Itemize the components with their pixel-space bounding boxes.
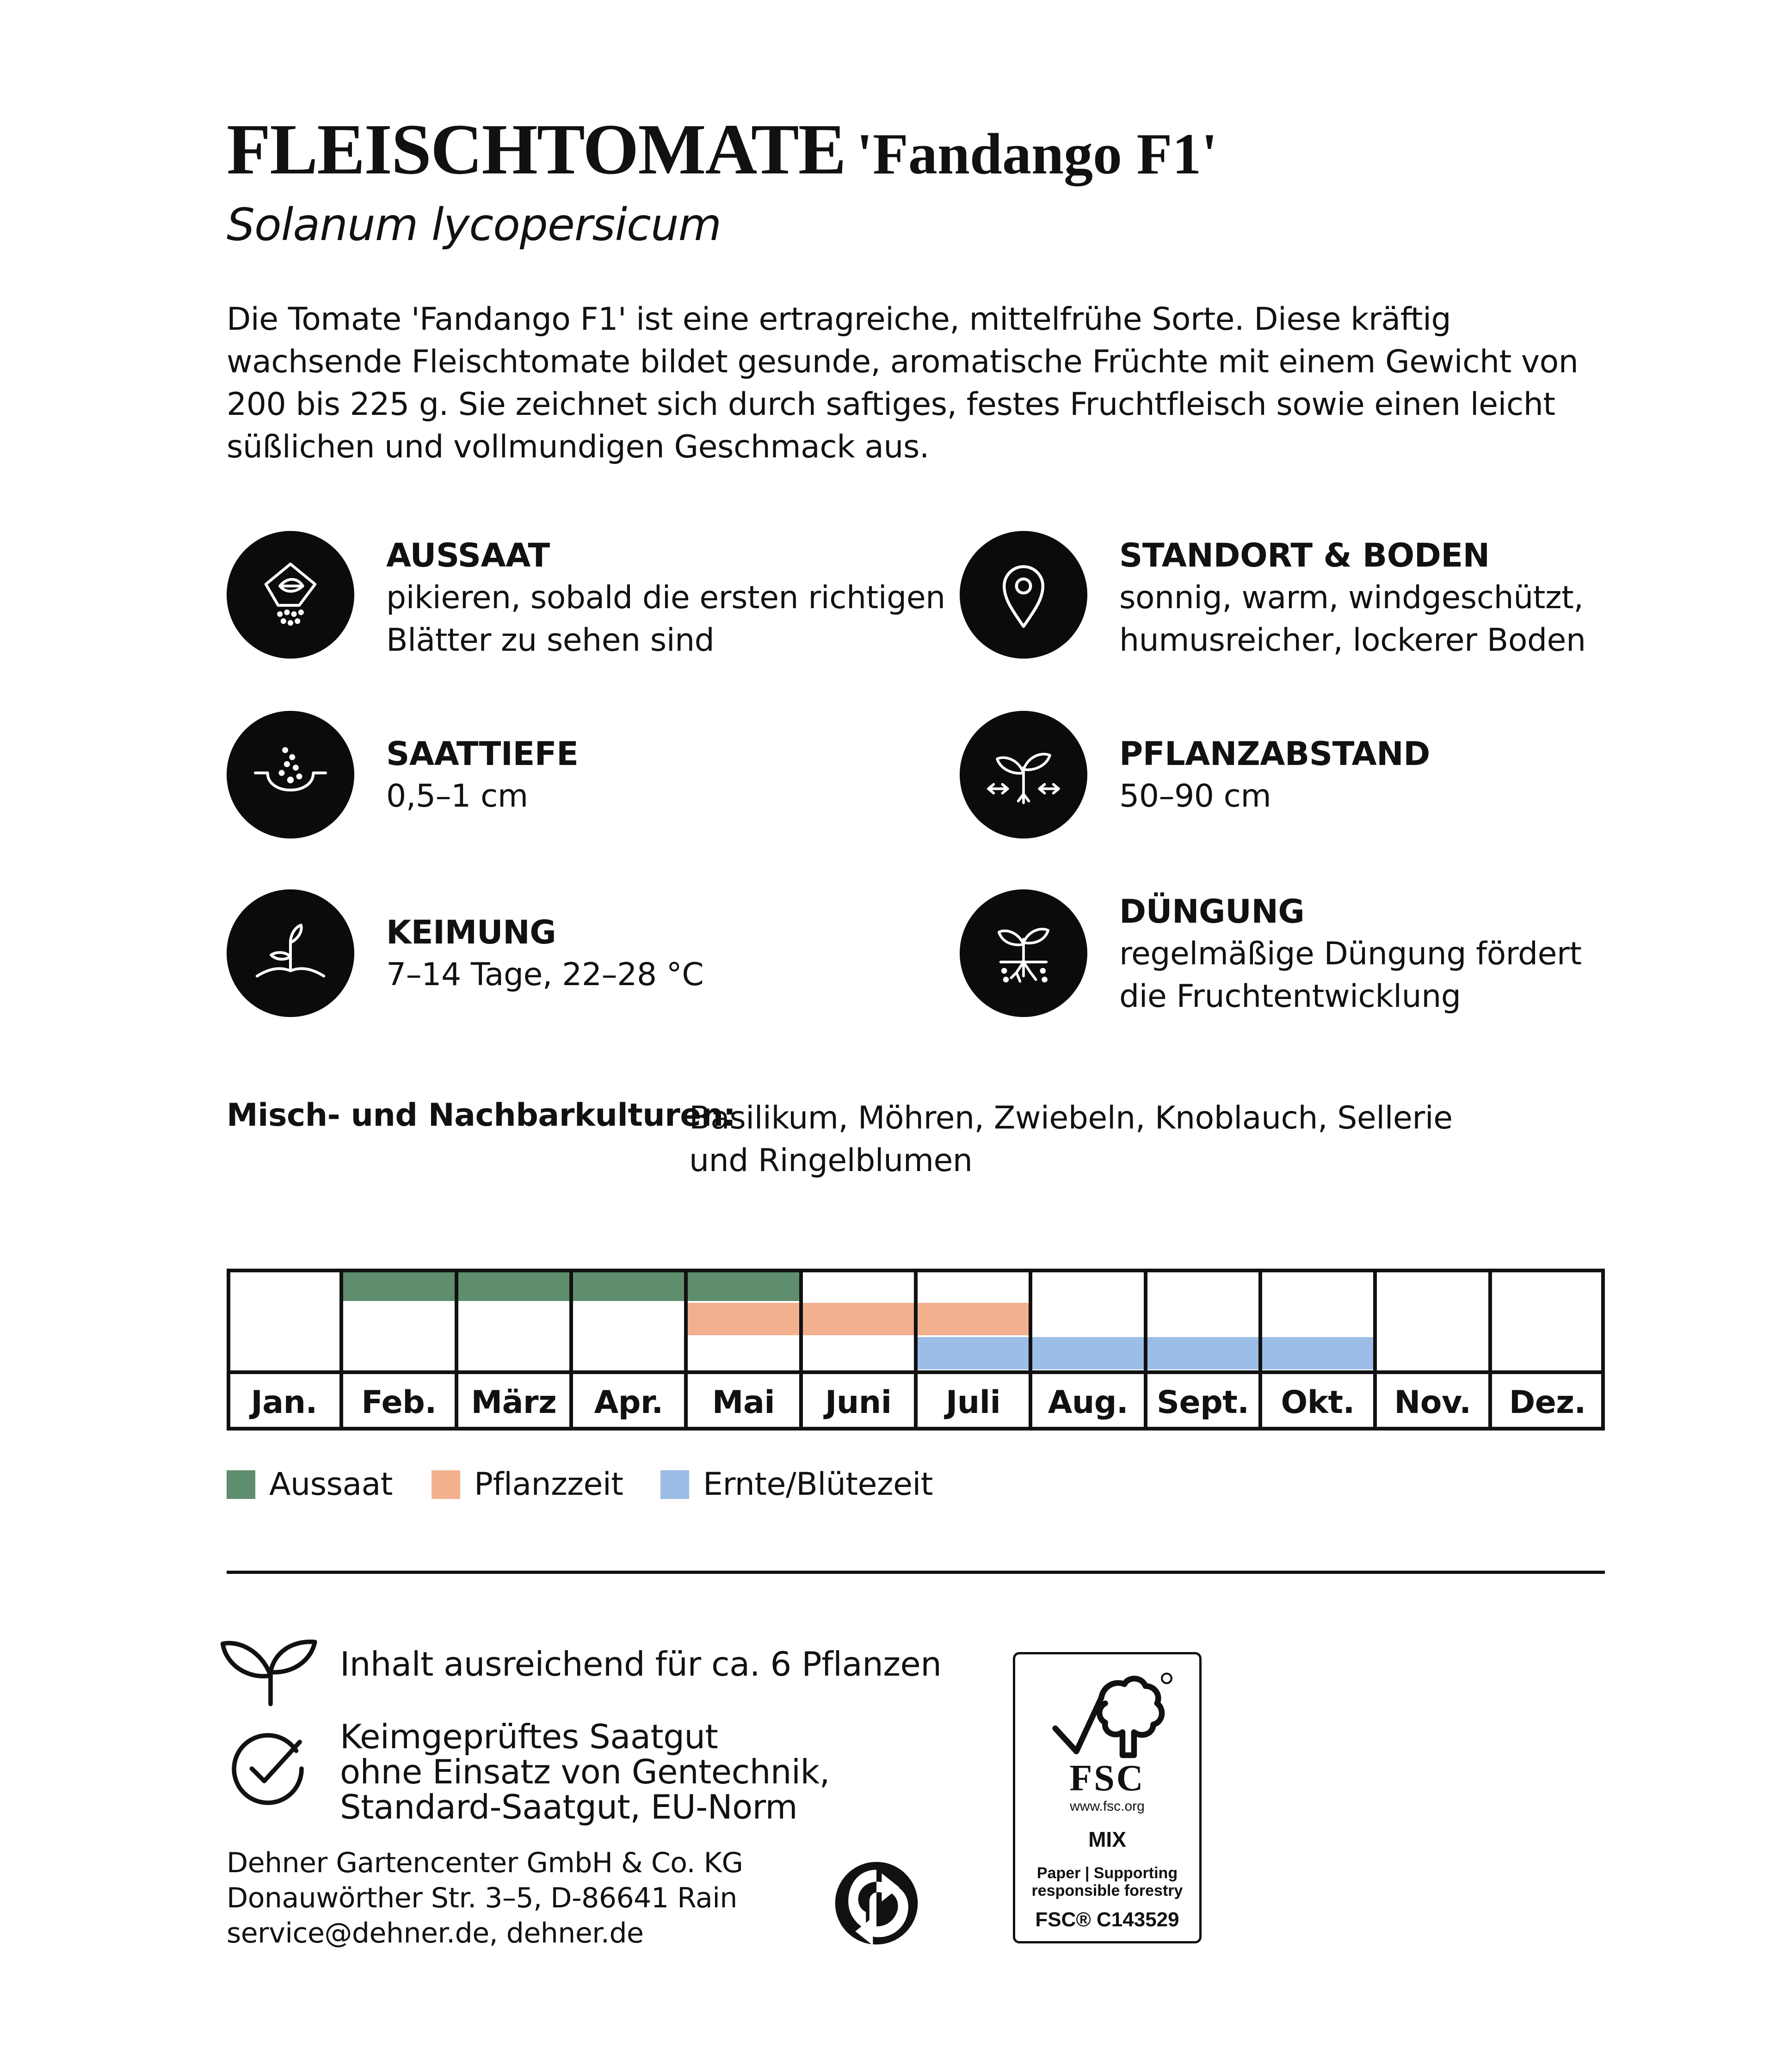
legend-swatch-aussaat [227, 1470, 255, 1499]
legend-swatch-ernte [660, 1470, 689, 1499]
fsc-mix: MIX [1088, 1827, 1126, 1851]
quality-line-3: Standard-Saatgut, EU-Norm [340, 1788, 798, 1826]
company-line-2: Donauwörther Str. 3–5, D-86641 Rain [227, 1882, 737, 1914]
calendar-month-label: Dez. [1509, 1384, 1586, 1421]
calendar-month-label: Jan. [251, 1384, 317, 1421]
fsc-claim-line-1: Paper | Supporting [1036, 1864, 1178, 1882]
legend-label-ernte: Ernte/Blütezeit [703, 1466, 933, 1503]
info-pflanzabstand [1119, 733, 1720, 818]
calendar-month-label: Nov. [1394, 1384, 1471, 1421]
fsc-logo-text: FSC [1069, 1758, 1145, 1799]
duengung-title: DÜNGUNG [1119, 893, 1305, 931]
calendar-frame [227, 1269, 1605, 1431]
calendar-month-label: März [471, 1384, 557, 1421]
keimung-text: 7–14 Tage, 22–28 °C [386, 956, 704, 993]
fsc-badge [1013, 1652, 1202, 1943]
legend-aussaat [227, 1466, 393, 1503]
calendar-month-label: Aug. [1048, 1384, 1128, 1421]
calendar-month-label: Juni [825, 1384, 892, 1421]
quality-line-2: ohne Einsatz von Gentechnik, [340, 1752, 830, 1791]
saattiefe-title: SAATTIEFE [386, 735, 579, 773]
sprout-icon [227, 889, 354, 1017]
contents-text: Inhalt ausreichend für ca. 6 Pflanzen [340, 1645, 942, 1684]
leaves-icon [217, 1619, 324, 1711]
calendar-month-label: Sept. [1157, 1384, 1249, 1421]
info-standort [1119, 534, 1720, 662]
fertilizer-roots-icon [960, 889, 1087, 1017]
legend-ernte [660, 1466, 933, 1503]
calendar-month-label: Juli [946, 1384, 1001, 1421]
companion-label: Misch- und Nachbarkulturen: [227, 1097, 736, 1134]
companion-value: Basilikum, Möhren, Zwiebeln, Knoblauch, Sellerie und Ringelblumen [689, 1100, 1453, 1179]
calendar-month-label: Apr. [594, 1384, 663, 1421]
legend-label-aussaat: Aussaat [269, 1466, 393, 1503]
calendar-month-label: Feb. [361, 1384, 437, 1421]
divider [227, 1571, 1605, 1574]
fsc-url: www.fsc.org [1070, 1799, 1145, 1814]
company-line-3: service@dehner.de, dehner.de [227, 1917, 644, 1949]
latin-name: Solanum lycopersicum [227, 199, 722, 251]
fsc-tree-check-icon [1048, 1668, 1172, 1765]
pflanzabstand-text: 50–90 cm [1119, 778, 1271, 814]
legend-label-pflanzzeit: Pflanzzeit [474, 1466, 623, 1503]
aussaat-title: AUSSAAT [386, 536, 550, 574]
keimung-title: KEIMUNG [386, 913, 556, 951]
title-variety: 'Fandango F1' [856, 122, 1218, 186]
recycling-green-dot-icon [832, 1859, 920, 1947]
pflanzabstand-title: PFLANZABSTAND [1119, 735, 1430, 773]
product-title [227, 109, 1218, 189]
company-address [227, 1845, 743, 1951]
calendar-month-label: Mai [712, 1384, 775, 1421]
aussaat-text: pikieren, sobald die ersten richtigen Blätter zu sehen sind [386, 580, 945, 659]
seed-packet-icon [227, 531, 354, 659]
plant-spacing-icon [960, 711, 1087, 839]
company-line-1: Dehner Gartencenter GmbH & Co. KG [227, 1847, 743, 1879]
sowing-calendar [227, 1269, 1605, 1431]
standort-title: STANDORT & BODEN [1119, 536, 1490, 574]
standort-text: sonnig, warm, windgeschützt, humusreicher, lockerer Boden [1119, 580, 1586, 659]
quality-line-1: Keimgeprüftes Saatgut [340, 1717, 718, 1756]
info-duengung [1119, 890, 1720, 1018]
legend-pflanzzeit [432, 1466, 623, 1503]
check-circle-icon [223, 1724, 312, 1813]
sowing-depth-icon [227, 711, 354, 839]
fsc-claim-line-2: responsible forestry [1031, 1882, 1183, 1899]
fsc-license: FSC® C143529 [1035, 1908, 1179, 1931]
intro-text: Die Tomate 'Fandango F1' ist eine ertragreiche, mittelfrühe Sorte. Diese kräftig wachsende Fleischtomate bildet gesunde, aromatische Früchte mit einem Gewicht von 200 bis 225 g. Sie zeichnet sich durch saftiges, festes Fruchtfleisch sowie einen leicht süßlichen und vollmundigen Geschmack aus. [227, 301, 1579, 465]
duengung-text: regelmäßige Düngung fördert die Fruchtentwicklung [1119, 936, 1582, 1015]
title-main: FLEISCHTOMATE [227, 109, 845, 189]
saattiefe-text: 0,5–1 cm [386, 778, 528, 814]
info-keimung [386, 911, 987, 996]
location-pin-icon [960, 531, 1087, 659]
legend-swatch-pflanzzeit [432, 1470, 460, 1499]
calendar-month-label: Okt. [1281, 1384, 1355, 1421]
info-aussaat [386, 534, 987, 662]
info-saattiefe [386, 733, 987, 818]
